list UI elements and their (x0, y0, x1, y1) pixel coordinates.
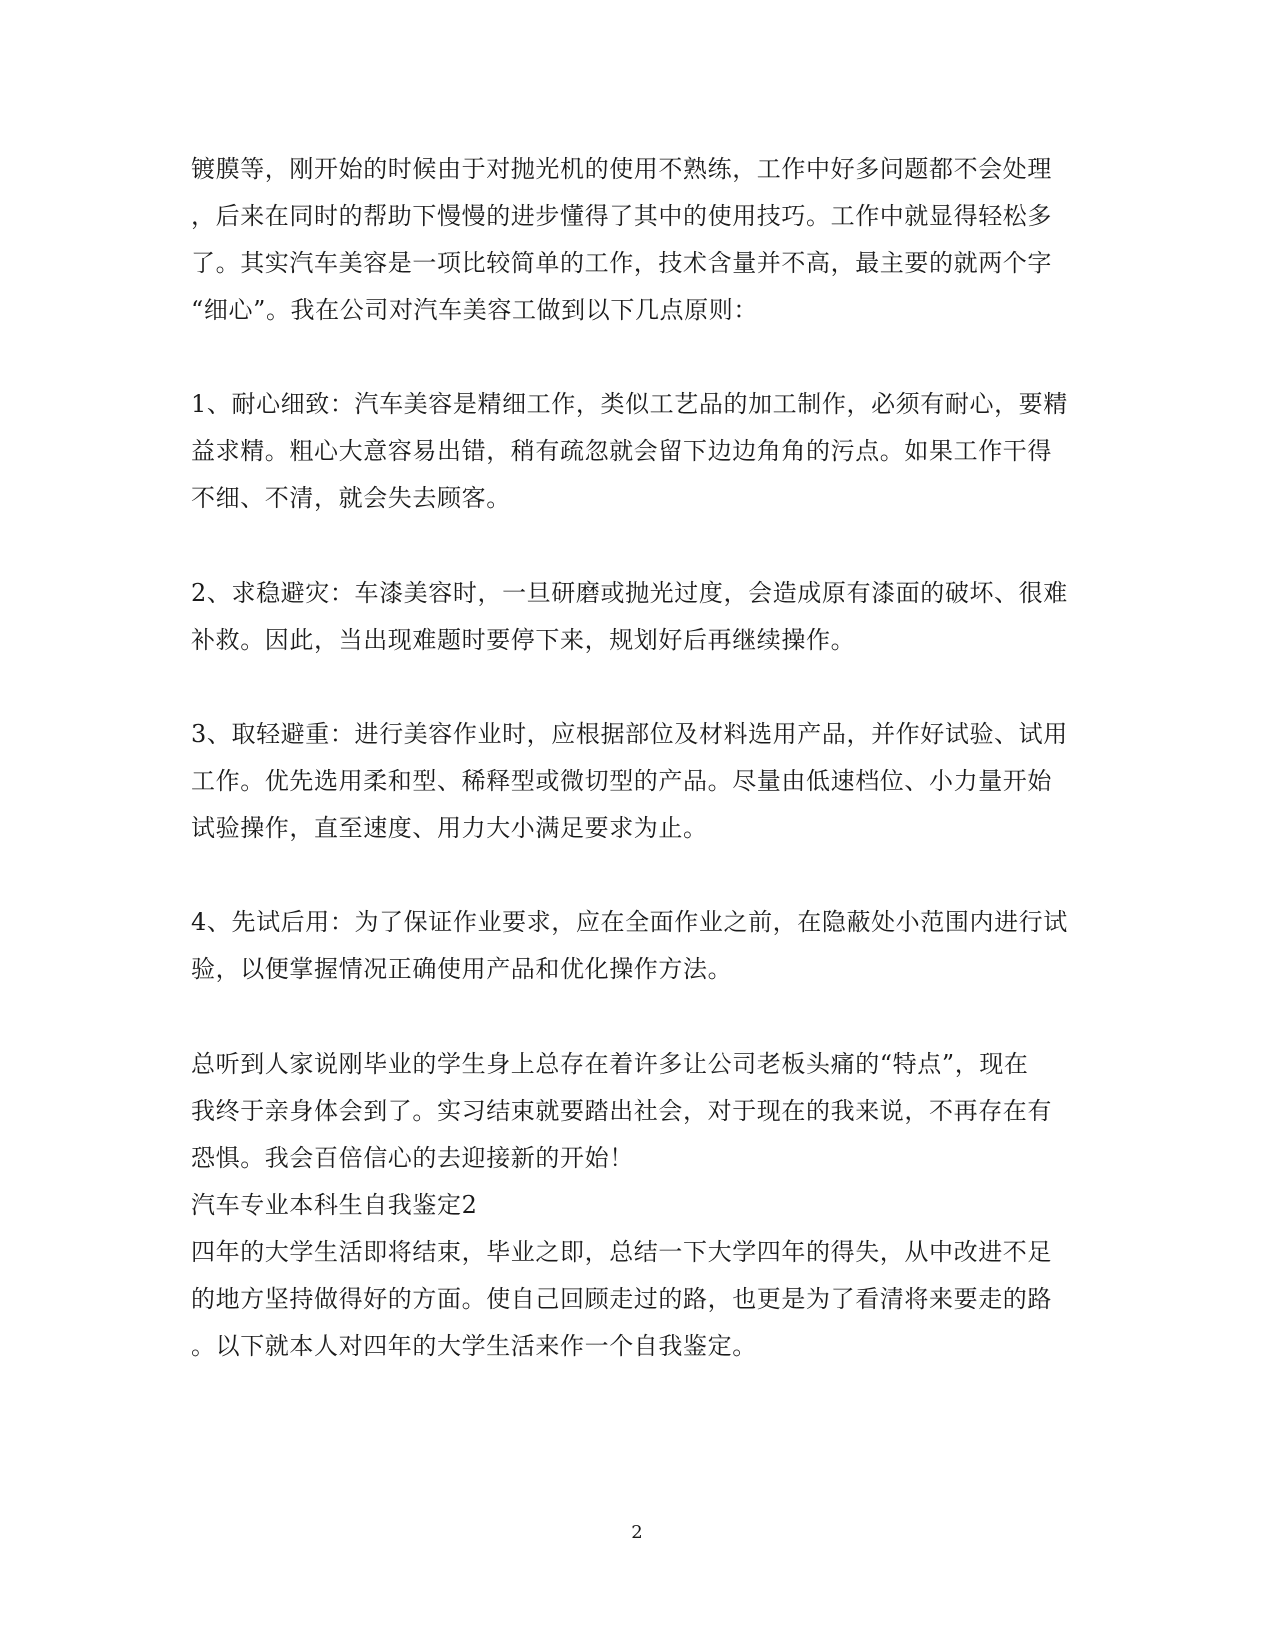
text-line: 了。其实汽车美容是一项比较简单的工作，技术含量并不高，最主要的就两个字 (191, 249, 1052, 277)
page-number: 2 (631, 1522, 643, 1543)
text-line: 我终于亲身体会到了。实习结束就要踏出社会，对于现在的我来说，不再存在有 (191, 1097, 1052, 1125)
text-line: 恐惧。我会百倍信心的去迎接新的开始！ (191, 1144, 634, 1172)
text-line: 工作。优先选用柔和型、稀释型或微切型的产品。尽量由低速档位、小力量开始 (191, 767, 1052, 795)
text-line: 4、先试后用：为了保证作业要求，应在全面作业之前，在隐蔽处小范围内进行试 (191, 908, 1068, 936)
section-heading: 汽车专业本科生自我鉴定2 (191, 1191, 478, 1219)
text-line: 验，以便掌握情况正确使用产品和优化操作方法。 (191, 955, 733, 983)
text-line: 。以下就本人对四年的大学生活来作一个自我鉴定。 (191, 1332, 757, 1360)
text-line: 总听到人家说刚毕业的学生身上总存在着许多让公司老板头痛的“特点”，现在 (191, 1050, 1029, 1078)
text-line: 的地方坚持做得好的方面。使自己回顾走过的路，也更是为了看清将来要走的路 (191, 1285, 1052, 1313)
text-line: 补救。因此，当出现难题时要停下来，规划好后再继续操作。 (191, 626, 856, 654)
text-line: 2、求稳避灾：车漆美容时，一旦研磨或抛光过度，会造成原有漆面的破坏、很难 (191, 579, 1068, 607)
text-line: 试验操作，直至速度、用力大小满足要求为止。 (191, 814, 708, 842)
text-line: 益求精。粗心大意容易出错，稍有疏忽就会留下边边角角的污点。如果工作干得 (191, 437, 1052, 465)
text-line: 镀膜等，刚开始的时候由于对抛光机的使用不熟练，工作中好多问题都不会处理 (191, 155, 1052, 183)
text-line: 1、耐心细致：汽车美容是精细工作，类似工艺品的加工制作，必须有耐心，要精 (191, 390, 1068, 418)
text-line: ，后来在同时的帮助下慢慢的进步懂得了其中的使用技巧。工作中就显得轻松多 (191, 202, 1052, 230)
text-line: 四年的大学生活即将结束，毕业之即，总结一下大学四年的得失，从中改进不足 (191, 1238, 1052, 1266)
text-line: 3、取轻避重：进行美容作业时，应根据部位及材料选用产品，并作好试验、试用 (191, 720, 1068, 748)
text-line: “细心”。我在公司对汽车美容工做到以下几点原则： (191, 296, 758, 324)
text-line: 不细、不清，就会失去顾客。 (191, 484, 511, 512)
